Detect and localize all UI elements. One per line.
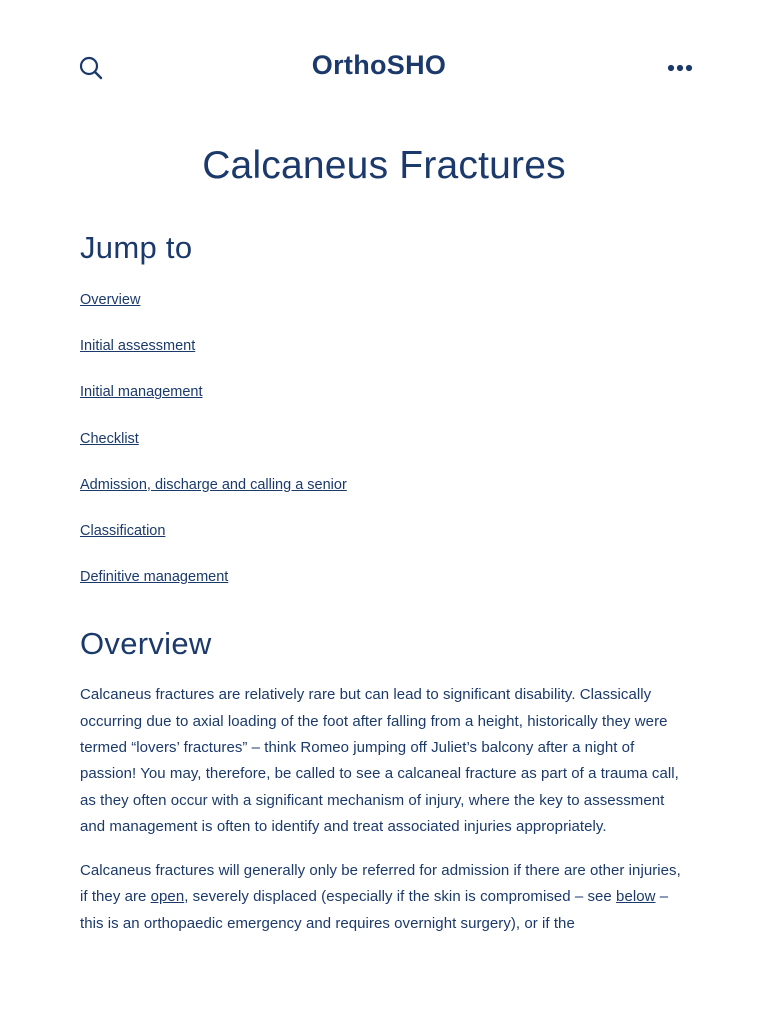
jump-link-definitive-management[interactable]: Definitive management <box>80 569 229 586</box>
open-fracture-link[interactable]: open <box>150 888 185 906</box>
article-content <box>80 226 692 937</box>
list-item <box>80 290 692 336</box>
page-title: Calcaneus Fractures <box>202 144 566 187</box>
jump-link-classification[interactable]: Classification <box>80 522 166 539</box>
paragraph-text: , severely displaced (especially if the skin is compromised – see <box>184 888 617 906</box>
jump-link-initial-assessment[interactable]: Initial assessment <box>80 338 196 355</box>
overview-heading: Overview <box>80 626 212 662</box>
jump-link-checklist[interactable]: Checklist <box>80 430 139 447</box>
paragraph-text: Calcaneus fractures will generally only be referred for admission if there are other injuries, if they are <box>80 862 681 906</box>
site-header <box>0 0 768 136</box>
list-item <box>80 382 692 428</box>
below-link[interactable]: below <box>616 888 656 906</box>
jump-link-initial-management[interactable]: Initial management <box>80 384 203 401</box>
jump-link-overview[interactable]: Overview <box>80 292 141 308</box>
more-horizontal-icon[interactable] <box>666 60 694 76</box>
paragraph-text: – this is an orthopaedic emergency and requires overnight surgery), or if the <box>80 888 669 932</box>
jump-link-admission[interactable]: Admission, discharge and calling a senior <box>80 476 347 493</box>
list-item <box>80 567 692 613</box>
overview-paragraph-1: Calcaneus fractures are relatively rare but can lead to significant disability. Classically occurring due to axial loading of the foot after falling from a height, historically they were termed “lovers’ fractures” – think Romeo jumping off Juliet’s balcony after a night of passion! You may, therefore, be called to see a calcaneal fracture as part of a trauma call, as they often occur with a significant mechanism of injury, where the key to assessment and management is often to identify and treat associated injuries appropriately. <box>80 686 679 835</box>
jump-to-heading: Jump to <box>80 230 193 265</box>
jump-to-list <box>80 290 692 613</box>
site-title[interactable]: OrthoSHO <box>311 50 447 80</box>
list-item <box>80 336 692 382</box>
list-item <box>80 429 692 475</box>
list-item <box>80 475 692 521</box>
list-item <box>80 521 692 567</box>
overview-paragraph-2 <box>80 858 692 937</box>
